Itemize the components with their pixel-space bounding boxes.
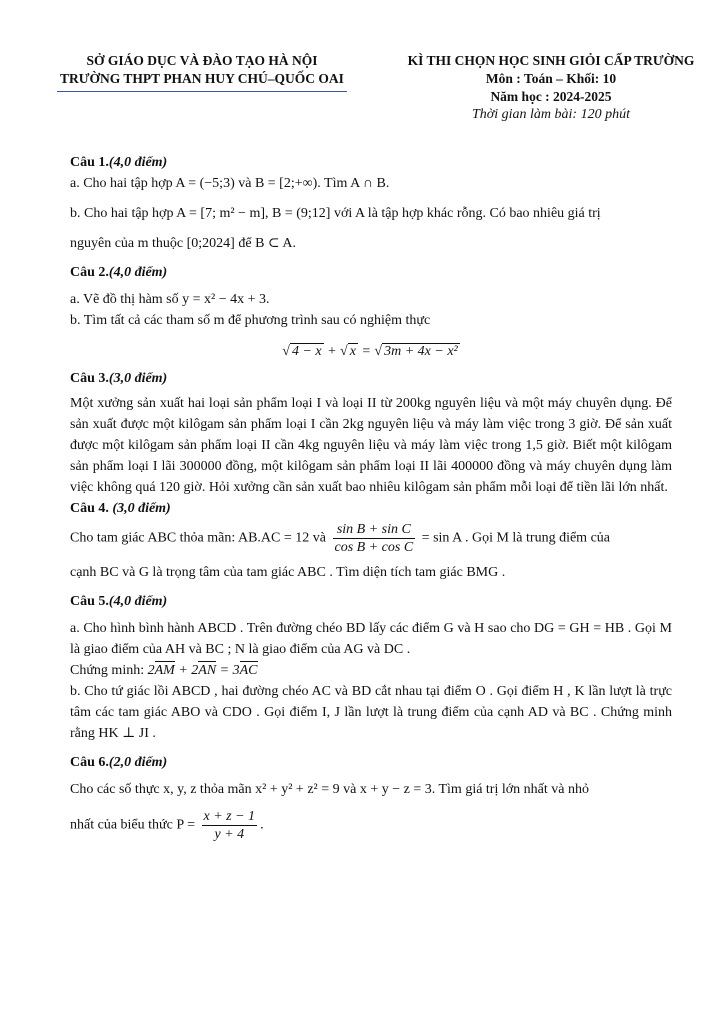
radical-equation: √ 4 − x + √ x = √ 3m + 4x − x² <box>282 344 458 359</box>
question-title: Câu 2.(4,0 điểm) <box>70 265 168 280</box>
header-right <box>386 52 716 124</box>
subject-line: Môn : Toán – Khối: 10 <box>485 71 617 86</box>
exam-title: KÌ THI CHỌN HỌC SINH GIỎI CẤP TRƯỜNG <box>407 53 695 68</box>
question-5a-prove: Chứng minh: 2AM + 2AN = 3AC <box>70 660 672 681</box>
department-name: SỞ GIÁO DỤC VÀ ĐÀO TẠO HÀ NỘI <box>86 53 318 68</box>
question-title: Câu 1.(4,0 điểm) <box>70 155 168 170</box>
p-fraction: $\frac{x + z - 1}{y + 4}$ <box>203 809 256 842</box>
question-title: Câu 3.(3,0 điểm) <box>70 371 168 386</box>
question-5a: a. Cho hình bình hành ABCD . Trên đường chéo BD lấy các điểm G và H sao cho DG = GH = HB . Gọi M là giao điểm của AH và BC ; N là giao điểm của AG và DC . <box>70 621 672 657</box>
question-1a: a. Cho hai tập hợp A = (−5;3) và B = [2;+∞). Tìm A ∩ B. <box>70 176 390 191</box>
question-2b: b. Tìm tất cả các tham số m để phương trình sau có nghiệm thực <box>70 313 431 328</box>
question-title: Câu 4. (3,0 điểm) <box>70 501 171 516</box>
question-4-line2: cạnh BC và G là trọng tâm của tam giác ABC . Tìm diện tích tam giác BMG . <box>70 565 506 580</box>
trig-fraction: $\frac{\text{sin B + sin C}}{\text{cos B + cos C}}$ <box>334 522 414 555</box>
question-1b-line2: nguyên của m thuộc [0;2024] để B ⊂ A. <box>70 236 296 251</box>
question-5b: b. Cho tứ giác lồi ABCD , hai đường chéo AC và BD cắt nhau tại điểm O . Gọi điểm H , K lần lượt là trực tâm các tam giác ABO và CDO . Gọi điểm I, J lần lượt là trung điểm của cạnh AD và BC . Chứng minh rằng HK ⊥ JI . <box>70 684 672 741</box>
question-title: Câu 6.(2,0 điểm) <box>70 755 168 770</box>
question-2 <box>70 262 672 362</box>
time-allowed: Thời gian làm bài: 120 phút <box>472 107 630 122</box>
header-left <box>52 52 352 92</box>
question-5 <box>70 591 672 744</box>
question-1 <box>70 152 672 254</box>
question-4-line1: Cho tam giác ABC thỏa mãn: AB.AC = 12 và $\frac{\text{sin B + sin C}}{\text{cos B + cos C}}$ = sin A . Gọi M là trung điểm của <box>70 522 610 555</box>
question-1b-line1: b. Cho hai tập hợp A = [7; m² − m], B = (9;12] với A là tập hợp khác rỗng. Có bao nhiêu giá trị <box>70 206 601 221</box>
question-3-text: Một xưởng sản xuất hai loại sản phẩm loại I và loại II từ 200kg nguyên liệu và một máy chuyên dụng. Để sản xuất được một kilôgam sản phẩm loại I cần 2kg nguyên liệu và máy làm việc trong 3 giờ. Để sản xuất được một kilôgam sản phẩm loại II cần 4kg nguyên liệu và máy làm việc trong 1,5 giờ. Biết một kilôgam sản phẩm loại I lãi 300000 đồng, một kilôgam sản phẩm loại II lãi 400000 đồng và máy chuyên dụng làm việc không quá 120 giờ. Hỏi xưởng cần sản xuất bao nhiêu kilôgam sản phẩm mỗi loại để tiền lãi lớn nhất. <box>70 396 672 495</box>
question-4 <box>70 498 672 583</box>
exam-body <box>70 146 672 843</box>
question-2a: a. Vẽ đồ thị hàm số y = x² − 4x + 3. <box>70 292 270 307</box>
question-6-expression: nhất của biểu thức P = $\frac{x + z - 1}{y + 4}$ . <box>70 809 264 842</box>
question-6-text: Cho các số thực x, y, z thỏa mãn x² + y² + z² = 9 và x + y − z = 3. Tìm giá trị lớn nhất và nhỏ <box>70 782 589 797</box>
school-name: TRƯỜNG THPT PHAN HUY CHÚ–QUỐC OAI <box>60 71 344 86</box>
question-title: Câu 5.(4,0 điểm) <box>70 594 168 609</box>
header-underline <box>57 91 347 92</box>
question-6 <box>70 752 672 843</box>
question-3 <box>70 368 672 498</box>
school-year: Năm học : 2024-2025 <box>490 89 612 104</box>
